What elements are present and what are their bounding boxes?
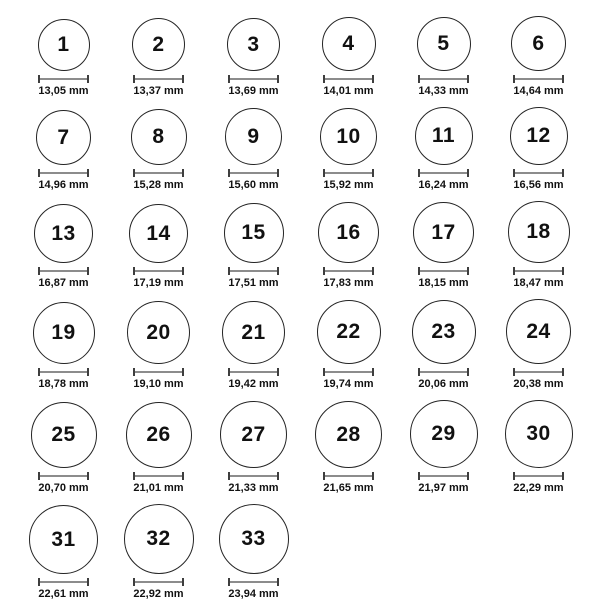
- ring-size-cell: [111, 204, 206, 290]
- dimension-line: [38, 75, 89, 83]
- dimension-bar: [40, 475, 87, 477]
- ring-size-cell: [301, 300, 396, 391]
- dimension-line: [228, 472, 279, 480]
- diameter-label: 14,33 mm: [418, 85, 469, 97]
- diameter-label: 22,29 mm: [513, 482, 564, 494]
- diameter-label: 16,87 mm: [38, 277, 89, 289]
- diameter-label: 15,92 mm: [323, 179, 374, 191]
- ring-circle: [29, 505, 98, 574]
- dimension-bar: [135, 581, 182, 583]
- size-number: 22: [336, 320, 361, 343]
- size-number: 11: [431, 124, 456, 147]
- ring-size-row: [16, 201, 600, 290]
- diameter-label: 21,01 mm: [133, 482, 184, 494]
- diameter-label: 15,60 mm: [228, 179, 279, 191]
- diameter-label: 19,42 mm: [228, 378, 279, 390]
- diameter-label: 17,83 mm: [323, 277, 374, 289]
- dimension-bar: [420, 475, 467, 477]
- dimension-bar: [40, 270, 87, 272]
- dimension-line: [133, 267, 184, 275]
- dimension-tick-right-icon: [277, 169, 279, 177]
- ring-circle: [131, 109, 187, 165]
- dimension-tick-right-icon: [277, 267, 279, 275]
- ring-circle: [508, 201, 570, 263]
- size-number: 32: [146, 527, 171, 550]
- size-number: 28: [336, 422, 361, 446]
- ring-circle: [227, 18, 280, 71]
- dimension-bar: [420, 172, 467, 174]
- diameter-label: 14,64 mm: [513, 85, 564, 97]
- diameter-label: 17,19 mm: [133, 277, 184, 289]
- size-number: 5: [437, 32, 450, 55]
- size-number: 14: [146, 221, 171, 245]
- dimension-bar: [230, 581, 277, 583]
- dimension-tick-right-icon: [87, 368, 89, 376]
- dimension-bar: [420, 78, 467, 80]
- ring-size-cell: [206, 504, 301, 600]
- dimension-bar: [325, 172, 372, 174]
- dimension-line: [38, 169, 89, 177]
- ring-circle: [413, 202, 474, 263]
- dimension-bar: [230, 270, 277, 272]
- size-number: 6: [532, 31, 545, 55]
- size-number: 1: [57, 33, 70, 56]
- diameter-label: 21,97 mm: [418, 482, 469, 494]
- ring-circle: [417, 17, 471, 71]
- dimension-bar: [135, 475, 182, 477]
- ring-size-cell: [491, 299, 586, 391]
- ring-size-cell: [16, 110, 111, 192]
- size-number: 8: [152, 125, 165, 148]
- ring-size-cell: [491, 201, 586, 290]
- ring-size-cell: [16, 19, 111, 98]
- ring-circle: [412, 300, 476, 364]
- dimension-tick-right-icon: [277, 368, 279, 376]
- diameter-label: 13,05 mm: [38, 85, 89, 97]
- dimension-bar: [515, 172, 562, 174]
- dimension-bar: [40, 172, 87, 174]
- dimension-tick-right-icon: [182, 75, 184, 83]
- size-number: 25: [51, 423, 76, 446]
- dimension-line: [38, 267, 89, 275]
- ring-size-cell: [111, 18, 206, 98]
- dimension-tick-right-icon: [372, 169, 374, 177]
- diameter-label: 14,96 mm: [38, 179, 89, 191]
- size-number: 15: [241, 221, 266, 244]
- ring-size-cell: [396, 17, 491, 98]
- ring-size-cell: [396, 107, 491, 192]
- dimension-bar: [325, 371, 372, 373]
- dimension-bar: [325, 475, 372, 477]
- diameter-label: 22,92 mm: [133, 588, 184, 600]
- size-number: 10: [336, 124, 361, 148]
- ring-size-cell: [301, 108, 396, 192]
- dimension-line: [418, 368, 469, 376]
- diameter-label: 18,78 mm: [38, 378, 89, 390]
- dimension-tick-right-icon: [562, 75, 564, 83]
- ring-circle: [31, 402, 97, 468]
- dimension-bar: [135, 172, 182, 174]
- ring-size-cell: [16, 204, 111, 290]
- diameter-label: 20,38 mm: [513, 378, 564, 390]
- dimension-bar: [515, 270, 562, 272]
- dimension-tick-right-icon: [277, 75, 279, 83]
- dimension-tick-right-icon: [182, 472, 184, 480]
- diameter-label: 18,47 mm: [513, 277, 564, 289]
- dimension-line: [418, 267, 469, 275]
- size-number: 17: [431, 220, 456, 244]
- dimension-tick-right-icon: [87, 75, 89, 83]
- dimension-bar: [40, 581, 87, 583]
- size-number: 30: [526, 422, 551, 445]
- dimension-tick-right-icon: [467, 75, 469, 83]
- ring-circle: [511, 16, 566, 71]
- diameter-label: 23,94 mm: [228, 588, 279, 600]
- dimension-tick-right-icon: [372, 368, 374, 376]
- diameter-label: 14,01 mm: [323, 85, 374, 97]
- ring-circle: [317, 300, 381, 364]
- ring-size-row: [16, 299, 600, 391]
- ring-size-cell: [491, 16, 586, 98]
- dimension-bar: [230, 172, 277, 174]
- ring-circle: [219, 504, 289, 574]
- ring-size-cell: [301, 17, 396, 98]
- size-number: 7: [57, 125, 70, 149]
- dimension-line: [228, 267, 279, 275]
- dimension-tick-right-icon: [277, 578, 279, 586]
- dimension-tick-right-icon: [87, 578, 89, 586]
- dimension-line: [513, 472, 564, 480]
- dimension-tick-right-icon: [467, 368, 469, 376]
- dimension-line: [133, 75, 184, 83]
- dimension-line: [133, 368, 184, 376]
- dimension-line: [513, 75, 564, 83]
- ring-circle: [127, 301, 190, 364]
- dimension-line: [513, 169, 564, 177]
- ring-circle: [225, 108, 282, 165]
- diameter-label: 15,28 mm: [133, 179, 184, 191]
- dimension-tick-right-icon: [467, 267, 469, 275]
- dimension-line: [133, 472, 184, 480]
- ring-size-cell: [111, 504, 206, 600]
- ring-size-cell: [206, 401, 301, 495]
- dimension-line: [38, 472, 89, 480]
- dimension-tick-right-icon: [182, 267, 184, 275]
- dimension-line: [133, 169, 184, 177]
- size-number: 26: [146, 423, 171, 446]
- size-number: 31: [51, 527, 76, 551]
- size-number: 13: [51, 221, 76, 245]
- ring-circle: [38, 19, 90, 71]
- ring-circle: [124, 504, 194, 574]
- dimension-line: [38, 368, 89, 376]
- ring-circle: [506, 299, 571, 364]
- dimension-tick-right-icon: [87, 267, 89, 275]
- ring-size-cell: [301, 202, 396, 290]
- ring-size-cell: [16, 402, 111, 495]
- ring-size-cell: [16, 302, 111, 391]
- diameter-label: 22,61 mm: [38, 588, 89, 600]
- ring-size-cell: [301, 401, 396, 495]
- ring-circle: [315, 401, 382, 468]
- dimension-line: [513, 267, 564, 275]
- dimension-tick-right-icon: [562, 267, 564, 275]
- ring-size-cell: [491, 107, 586, 192]
- dimension-line: [323, 472, 374, 480]
- ring-size-cell: [491, 400, 586, 495]
- ring-circle: [222, 301, 285, 364]
- ring-size-row: [16, 16, 600, 98]
- ring-circle: [320, 108, 377, 165]
- dimension-line: [228, 368, 279, 376]
- ring-circle: [505, 400, 573, 468]
- dimension-line: [38, 578, 89, 586]
- ring-circle: [33, 302, 95, 364]
- dimension-bar: [40, 371, 87, 373]
- ring-size-cell: [206, 301, 301, 391]
- dimension-bar: [325, 270, 372, 272]
- size-number: 20: [146, 320, 171, 344]
- ring-circle: [322, 17, 376, 71]
- ring-size-row: [16, 504, 600, 600]
- dimension-bar: [135, 270, 182, 272]
- size-number: 16: [336, 220, 361, 244]
- diameter-label: 17,51 mm: [228, 277, 279, 289]
- diameter-label: 13,69 mm: [228, 85, 279, 97]
- size-number: 9: [247, 124, 260, 148]
- ring-size-row: [16, 400, 600, 495]
- dimension-line: [228, 75, 279, 83]
- ring-size-cell: [206, 18, 301, 98]
- size-number: 23: [431, 320, 456, 343]
- dimension-tick-right-icon: [277, 472, 279, 480]
- size-number: 33: [241, 527, 266, 550]
- dimension-bar: [135, 78, 182, 80]
- diameter-label: 21,65 mm: [323, 482, 374, 494]
- dimension-line: [323, 75, 374, 83]
- ring-size-cell: [396, 400, 491, 495]
- ring-size-cell: [111, 109, 206, 192]
- dimension-bar: [230, 371, 277, 373]
- dimension-line: [418, 75, 469, 83]
- dimension-bar: [420, 371, 467, 373]
- size-number: 24: [526, 319, 551, 343]
- dimension-tick-right-icon: [562, 368, 564, 376]
- dimension-bar: [325, 78, 372, 80]
- ring-circle: [510, 107, 568, 165]
- dimension-line: [513, 368, 564, 376]
- ring-size-cell: [206, 203, 301, 290]
- ring-circle: [36, 110, 91, 165]
- dimension-tick-right-icon: [562, 169, 564, 177]
- size-number: 2: [152, 32, 165, 56]
- dimension-line: [133, 578, 184, 586]
- size-number: 18: [526, 220, 551, 243]
- dimension-line: [323, 267, 374, 275]
- diameter-label: 16,56 mm: [513, 179, 564, 191]
- dimension-line: [323, 368, 374, 376]
- dimension-bar: [230, 78, 277, 80]
- dimension-tick-right-icon: [372, 472, 374, 480]
- size-number: 4: [342, 32, 355, 55]
- diameter-label: 16,24 mm: [418, 179, 469, 191]
- diameter-label: 13,37 mm: [133, 85, 184, 97]
- ring-size-cell: [16, 505, 111, 600]
- diameter-label: 21,33 mm: [228, 482, 279, 494]
- dimension-line: [323, 169, 374, 177]
- diameter-label: 20,06 mm: [418, 378, 469, 390]
- dimension-bar: [135, 371, 182, 373]
- ring-circle: [318, 202, 379, 263]
- ring-circle: [410, 400, 478, 468]
- dimension-bar: [515, 475, 562, 477]
- dimension-tick-right-icon: [372, 75, 374, 83]
- diameter-label: 19,10 mm: [133, 378, 184, 390]
- size-number: 29: [431, 422, 456, 445]
- dimension-bar: [230, 475, 277, 477]
- dimension-line: [228, 578, 279, 586]
- dimension-bar: [40, 78, 87, 80]
- ring-circle: [415, 107, 473, 165]
- ring-size-cell: [396, 300, 491, 391]
- dimension-bar: [515, 371, 562, 373]
- ring-size-cell: [206, 108, 301, 192]
- dimension-tick-right-icon: [467, 169, 469, 177]
- dimension-tick-right-icon: [87, 472, 89, 480]
- dimension-line: [418, 169, 469, 177]
- dimension-tick-right-icon: [182, 169, 184, 177]
- diameter-label: 18,15 mm: [418, 277, 469, 289]
- size-number: 12: [526, 124, 551, 147]
- dimension-bar: [420, 270, 467, 272]
- dimension-tick-right-icon: [182, 368, 184, 376]
- dimension-tick-right-icon: [467, 472, 469, 480]
- dimension-tick-right-icon: [562, 472, 564, 480]
- ring-size-cell: [111, 402, 206, 495]
- dimension-tick-right-icon: [87, 169, 89, 177]
- ring-size-cell: [396, 202, 491, 290]
- dimension-bar: [515, 78, 562, 80]
- ring-circle: [34, 204, 93, 263]
- ring-circle: [126, 402, 192, 468]
- ring-circle: [224, 203, 284, 263]
- dimension-tick-right-icon: [372, 267, 374, 275]
- size-number: 27: [241, 422, 266, 446]
- ring-size-row: [16, 107, 600, 192]
- diameter-label: 19,74 mm: [323, 378, 374, 390]
- dimension-line: [418, 472, 469, 480]
- dimension-tick-right-icon: [182, 578, 184, 586]
- ring-circle: [129, 204, 188, 263]
- ring-size-cell: [111, 301, 206, 391]
- ring-circle: [132, 18, 185, 71]
- size-number: 21: [241, 320, 266, 344]
- size-number: 3: [247, 32, 260, 56]
- dimension-line: [228, 169, 279, 177]
- ring-circle: [220, 401, 287, 468]
- size-number: 19: [51, 321, 76, 344]
- diameter-label: 20,70 mm: [38, 482, 89, 494]
